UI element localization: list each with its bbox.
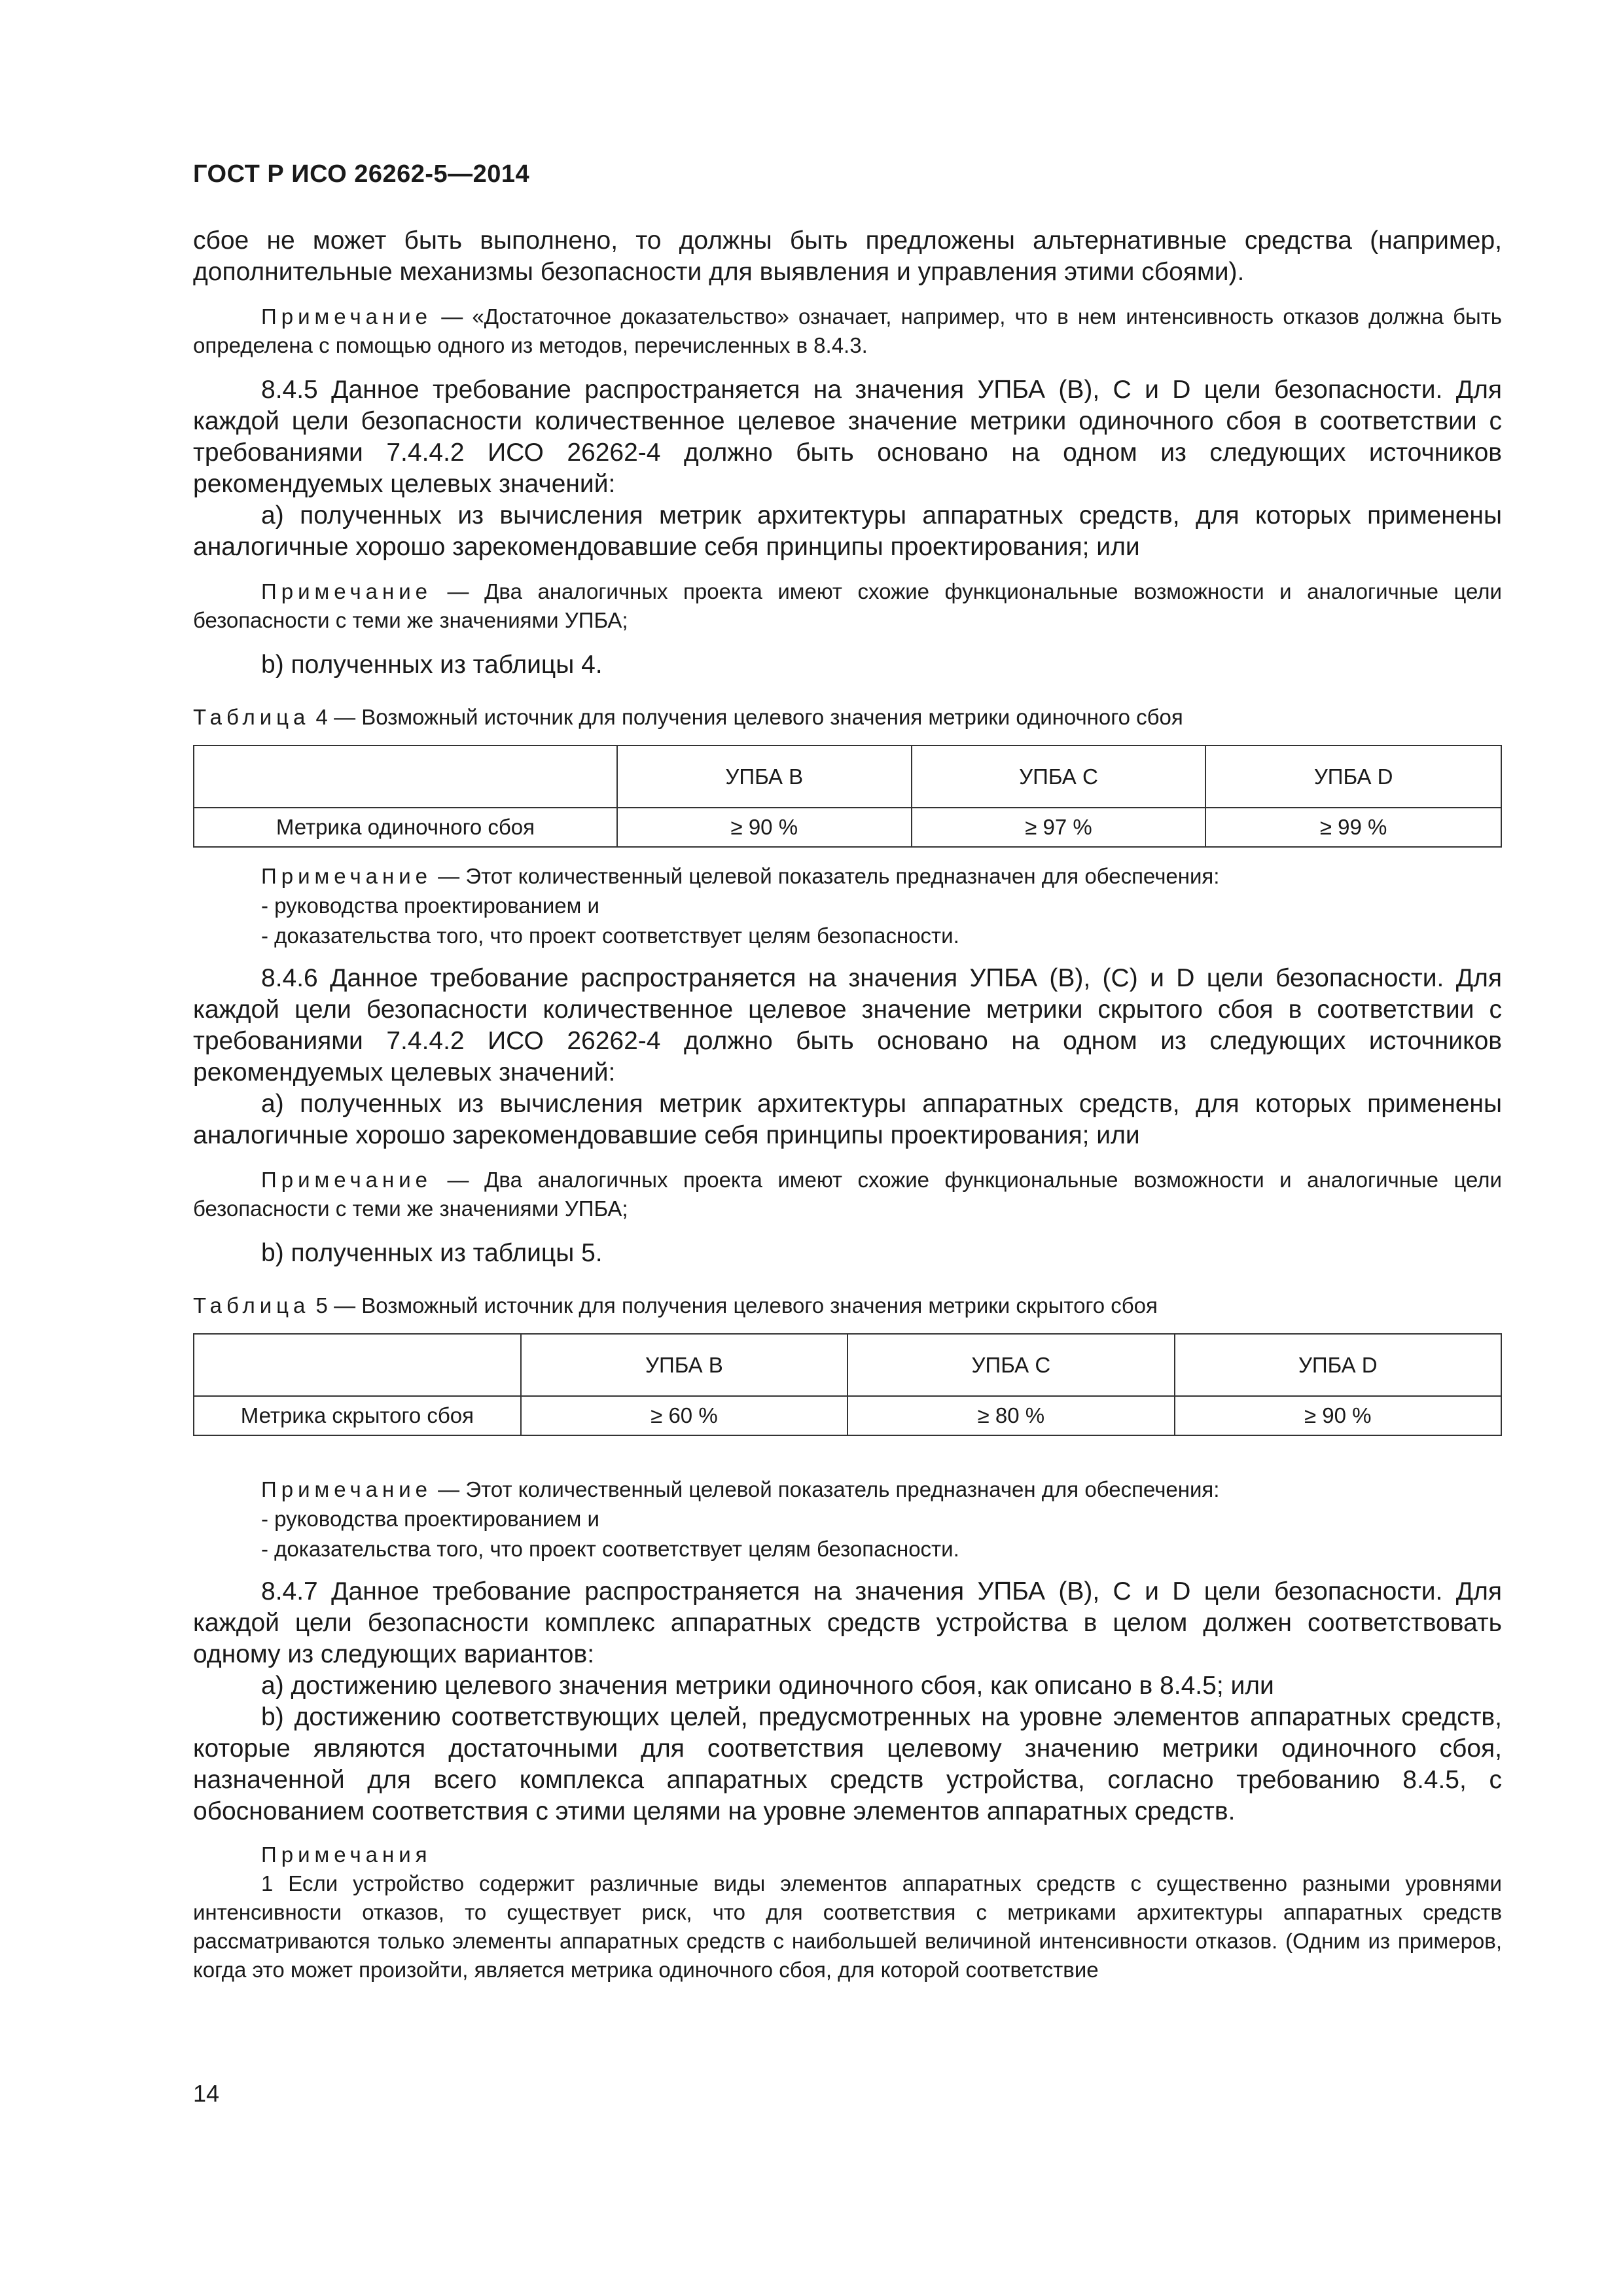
table-4-caption — [193, 703, 1502, 732]
table-cell: Метрика скрытого сбоя — [194, 1396, 521, 1435]
note-1: 1 Если устройство содержит различные виды элементов аппаратных средств с существенно разными уровнями интенсивности отказов, то существует риск, что для соответствия с метриками архитектуры аппаратных средств рассматриваются только элементы аппаратных средств с наибольшей величиной интенсивности отказов. (Одним из примеров, когда это может произойти, является метрика одиночного сбоя, для которой соответствие — [193, 1871, 1502, 1982]
table-header-row — [194, 745, 1501, 808]
note-label: Примечание — [261, 864, 433, 888]
clause-8-4-6-item-a: а) полученных из вычисления метрик архитектуры аппаратных средств, для которых применены аналогичные хорошо зарекомендовавшие себя принципы проектирования; или — [193, 1090, 1502, 1149]
table-caption-text: 4 — Возможный источник для получения целевого значения метрики одиночного сбоя — [310, 705, 1183, 729]
list-item: - руководства проектированием и — [261, 1507, 599, 1531]
table-cell: ≥ 90 % — [1175, 1396, 1501, 1435]
table-header-cell: УПБА B — [617, 745, 912, 808]
list-item: - доказательства того, что проект соответствует целям безопасности. — [261, 924, 959, 948]
list-item: - доказательства того, что проект соответствует целям безопасности. — [261, 1537, 959, 1561]
clause-8-4-5: 8.4.5 Данное требование распространяется на значения УПБА (B), C и D цели безопасности. Для каждой цели безопасности количественное целевое значение метрики одиночного сбоя в соответствии с требованиями 7.4.4.2 ИСО 26262-4 должно быть основано на одном из следующих источников рекомендуемых целевых значений: — [193, 376, 1502, 498]
table-cell: ≥ 80 % — [847, 1396, 1174, 1435]
table-cell: ≥ 60 % — [521, 1396, 847, 1435]
table-cell: ≥ 99 % — [1205, 808, 1501, 847]
table-cell: ≥ 97 % — [912, 808, 1206, 847]
document-page — [193, 160, 1502, 1984]
page-header: ГОСТ Р ИСО 26262-5—2014 — [193, 160, 530, 188]
table-caption-text: 5 — Возможный источник для получения целевого значения метрики скрытого сбоя — [310, 1293, 1158, 1318]
notes-title: Примечания — [261, 1842, 432, 1867]
table-label: Таблица — [193, 705, 310, 729]
table-4 — [193, 745, 1502, 848]
table-cell: Метрика одиночного сбоя — [194, 808, 617, 847]
clause-8-4-6-item-b: b) полученных из таблицы 5. — [261, 1239, 603, 1267]
table-header-cell — [194, 1334, 521, 1396]
note-sufficient-evidence — [193, 302, 1502, 360]
table-header-cell: УПБА C — [847, 1334, 1174, 1396]
table-header-cell: УПБА C — [912, 745, 1206, 808]
note-label: Примечание — [261, 1477, 433, 1501]
table-row — [194, 808, 1501, 847]
note-label: Примечание — [261, 1168, 433, 1192]
clause-8-4-7-item-a: а) достижению целевого значения метрики одиночного сбоя, как описано в 8.4.5; или — [261, 1672, 1274, 1700]
note-label: Примечание — [261, 579, 433, 603]
paragraph-continued: сбое не может быть выполнено, то должны быть предложены альтернативные средства (например, дополнительные механизмы безопасности для выявления и управления этими сбоями). — [193, 226, 1502, 286]
page-number: 14 — [193, 2080, 220, 2107]
note-text: — Этот количественный целевой показатель предназначен для обеспечения: — [432, 1477, 1220, 1501]
note-similar-designs — [193, 1166, 1502, 1223]
table-header-row — [194, 1334, 1501, 1396]
note-similar-designs — [193, 577, 1502, 635]
note-text: — Два аналогичных проекта имеют схожие функциональные возможности и аналогичные цели безопасности с теми же значениями УПБА; — [193, 579, 1502, 632]
note-quantitative-target — [193, 862, 1502, 891]
table-label: Таблица — [193, 1293, 310, 1318]
clause-8-4-6: 8.4.6 Данное требование распространяется на значения УПБА (B), (C) и D цели безопасности. Для каждой цели безопасности количественное целевое значение метрики скрытого сбоя в соответствии с требованиями 7.4.4.2 ИСО 26262-4 должно быть основано на одном из следующих источников рекомендуемых целевых значений: — [193, 964, 1502, 1086]
clause-8-4-7: 8.4.7 Данное требование распространяется на значения УПБА (B), C и D цели безопасности. Для каждой цели безопасности комплекс аппаратных средств устройства в целом должен соответствовать одному из следующих вариантов: — [193, 1577, 1502, 1668]
table-row — [194, 1396, 1501, 1435]
clause-8-4-7-item-b: b) достижению соответствующих целей, предусмотренных на уровне элементов аппаратных средств, которые являются достаточными для соответствия целевому значению метрики одиночного сбоя, назначенной для всего комплекса аппаратных средств устройства, согласно требованию 8.4.5, с обоснованием соответствия с этими целями на уровне элементов аппаратных средств. — [193, 1703, 1502, 1825]
note-text: — «Достаточное доказательство» означает, например, что в нем интенсивность отказов должна быть определена с помощью одного из методов, перечисленных в 8.4.3. — [193, 304, 1502, 357]
table-header-cell: УПБА D — [1205, 745, 1501, 808]
table-header-cell: УПБА B — [521, 1334, 847, 1396]
table-5 — [193, 1333, 1502, 1436]
note-text: — Этот количественный целевой показатель предназначен для обеспечения: — [432, 864, 1220, 888]
table-cell: ≥ 90 % — [617, 808, 912, 847]
table-header-cell: УПБА D — [1175, 1334, 1501, 1396]
clause-8-4-5-item-b: b) полученных из таблицы 4. — [261, 651, 603, 679]
note-quantitative-target — [193, 1475, 1502, 1504]
note-text: — Два аналогичных проекта имеют схожие функциональные возможности и аналогичные цели безопасности с теми же значениями УПБА; — [193, 1168, 1502, 1221]
table-header-cell — [194, 745, 617, 808]
list-item: - руководства проектированием и — [261, 893, 599, 918]
table-5-caption — [193, 1291, 1502, 1320]
note-label: Примечание — [261, 304, 433, 329]
clause-8-4-5-item-a: а) полученных из вычисления метрик архитектуры аппаратных средств, для которых применены аналогичные хорошо зарекомендовавшие себя принципы проектирования; или — [193, 501, 1502, 561]
